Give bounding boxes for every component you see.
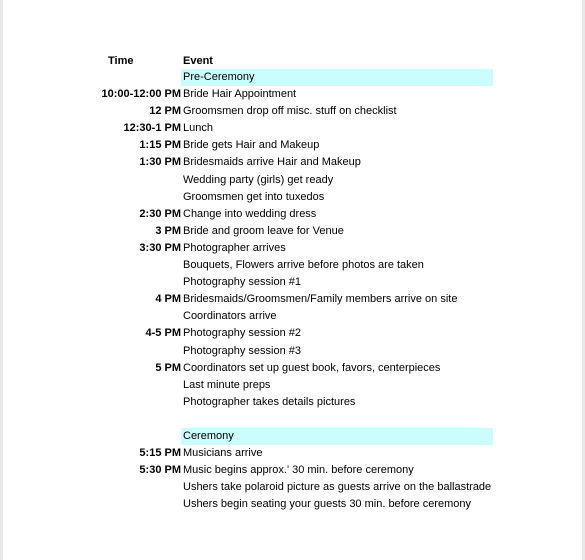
schedule-row <box>3 257 582 274</box>
event-cell: Lunch <box>183 122 213 135</box>
event-column-header: Event <box>183 55 213 67</box>
section-header-row <box>3 428 582 445</box>
schedule-row <box>3 394 582 411</box>
schedule-row <box>3 274 582 291</box>
schedule-row <box>3 172 582 189</box>
time-cell: 5:30 PM <box>139 464 181 477</box>
event-cell: Bride gets Hair and Makeup <box>183 139 320 152</box>
event-cell: Photographer takes details pictures <box>183 395 356 408</box>
schedule-row <box>3 154 582 171</box>
event-cell: Bridesmaids arrive Hair and Makeup <box>183 156 361 169</box>
event-cell: Ushers take polaroid picture as guests arrive on the ballastrade <box>183 481 492 494</box>
schedule-row <box>3 496 582 513</box>
time-column-header: Time <box>108 55 134 67</box>
schedule-row <box>3 462 582 479</box>
event-cell: Wedding party (girls) get ready <box>183 173 334 186</box>
event-cell: Photography session #1 <box>183 276 302 289</box>
schedule-row <box>3 103 582 120</box>
event-cell: Photography session #3 <box>183 344 302 357</box>
schedule-row <box>3 137 582 154</box>
event-cell: Groomsmen drop off misc. stuff on checklist <box>183 105 397 118</box>
time-cell: 5:15 PM <box>139 447 181 460</box>
event-cell: Bride and groom leave for Venue <box>183 224 344 237</box>
event-cell: Change into wedding dress <box>183 207 317 220</box>
schedule-row <box>3 120 582 137</box>
time-cell: 12 PM <box>149 105 181 118</box>
time-cell: 4-5 PM <box>145 327 181 340</box>
time-cell: 12:30-1 PM <box>123 122 181 135</box>
schedule-row <box>3 206 582 223</box>
blank-row <box>3 411 582 428</box>
schedule-row <box>3 308 582 325</box>
schedule-row <box>3 325 582 342</box>
time-cell: 4 PM <box>155 293 181 306</box>
time-cell: 3 PM <box>155 224 181 237</box>
event-cell: Groomsmen get into tuxedos <box>183 190 325 203</box>
spreadsheet-page <box>3 0 582 560</box>
event-cell: Bouquets, Flowers arrive before photos are taken <box>183 259 424 272</box>
schedule-row <box>3 343 582 360</box>
time-cell: 1:15 PM <box>139 139 181 152</box>
event-cell: Photographer arrives <box>183 241 286 254</box>
schedule-row <box>3 360 582 377</box>
schedule-table <box>3 69 582 513</box>
schedule-row <box>3 291 582 308</box>
schedule-row <box>3 445 582 462</box>
time-cell: 1:30 PM <box>139 156 181 169</box>
event-cell: Photography session #2 <box>183 327 302 340</box>
section-title: Pre-Ceremony <box>183 71 255 83</box>
column-header-row <box>3 53 582 69</box>
time-cell: 2:30 PM <box>139 207 181 220</box>
schedule-row <box>3 240 582 257</box>
event-cell: Coordinators set up guest book, favors, centerpieces <box>183 361 441 374</box>
section-title: Ceremony <box>183 429 234 442</box>
schedule-row <box>3 479 582 496</box>
schedule-row <box>3 189 582 206</box>
time-cell: 3:30 PM <box>139 241 181 254</box>
event-cell: Ushers begin seating your guests 30 min. before ceremony <box>183 498 471 511</box>
event-cell: Coordinators arrive <box>183 310 277 323</box>
schedule-row <box>3 86 582 103</box>
time-cell: 5 PM <box>155 361 181 374</box>
event-cell: Bride Hair Appointment <box>183 88 297 101</box>
event-cell: Last minute preps <box>183 378 271 391</box>
schedule-row <box>3 377 582 394</box>
section-header-row <box>3 69 582 86</box>
event-cell: Music begins approx.' 30 min. before ceremony <box>183 464 414 477</box>
event-cell: Bridesmaids/Groomsmen/Family members arrive on site <box>183 293 458 306</box>
time-cell: 10:00-12:00 PM <box>101 88 181 101</box>
schedule-row <box>3 223 582 240</box>
event-cell: Musicians arrive <box>183 447 263 460</box>
